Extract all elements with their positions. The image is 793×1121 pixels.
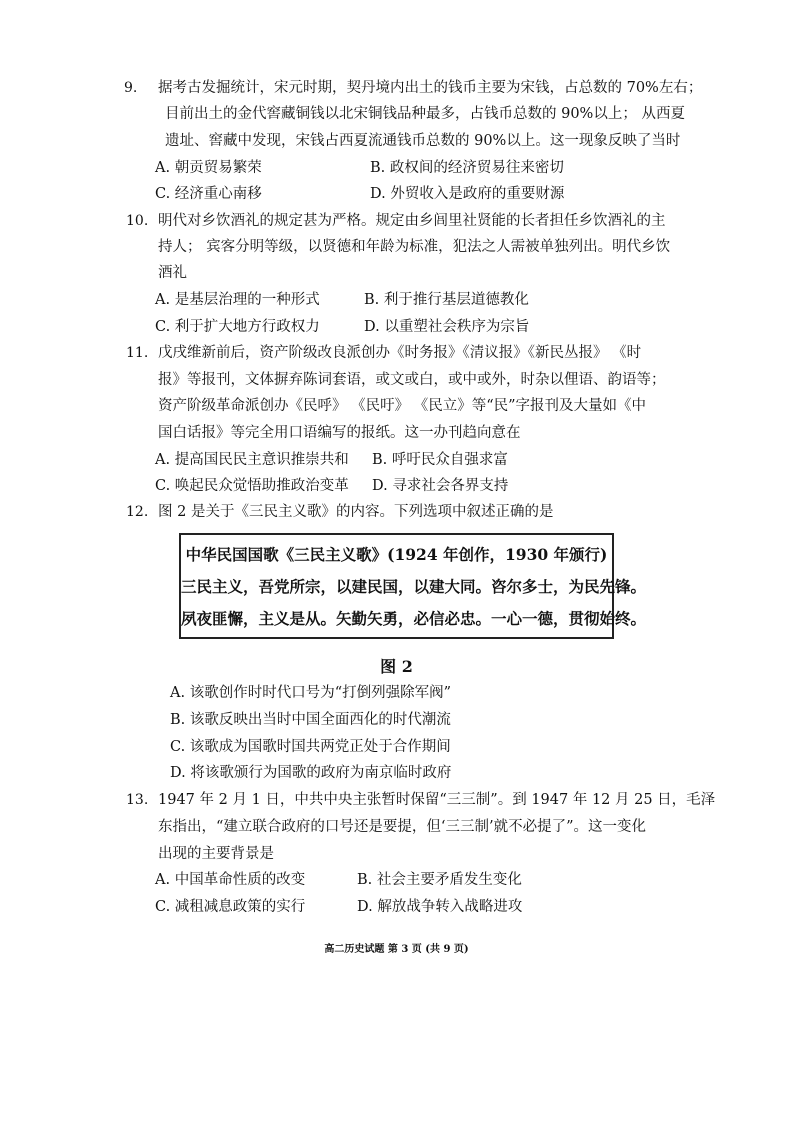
- option-a: A. 提高国民民主意识推崇共和: [155, 452, 349, 468]
- option-b: B. 政权间的经济贸易往来密切: [370, 160, 564, 176]
- question-text-line: 酒礼: [158, 265, 187, 281]
- figure-caption: 图 2: [380, 657, 413, 676]
- option-b: B. 该歌反映出当时中国全面西化的时代潮流: [170, 712, 451, 728]
- anthem-lyrics-line: 三民主义，吾党所宗，以建民国，以建大同。咨尔多士，为民先锋。: [181, 577, 647, 596]
- anthem-lyrics-box: [179, 533, 647, 639]
- question-text-line: 据考古发掘统计，宋元时期，契丹境内出土的钱币主要为宋钱，占总数的 70%左右；: [158, 80, 703, 96]
- option-c: C. 经济重心南移: [155, 186, 262, 202]
- option-a: A. 是基层治理的一种形式: [155, 292, 320, 308]
- anthem-lyrics-line: 夙夜匪懈，主义是从。矢勤矢勇，必信必忠。一心一德，贯彻始终。: [181, 609, 647, 628]
- question-number: 13.: [126, 792, 149, 808]
- question-text-line: 资产阶级革命派创办《民呼》 《民吁》 《民立》等“民”字报刊及大量如《中: [158, 398, 647, 414]
- option-a: A. 中国革命性质的改变: [155, 872, 306, 888]
- anthem-title: 中华民国国歌《三民主义歌》(1924 年创作，1930 年颁行): [185, 545, 608, 564]
- question-number: 10.: [126, 213, 149, 229]
- option-d: D. 寻求社会各界支持: [372, 478, 509, 494]
- option-c: C. 减租减息政策的实行: [155, 899, 306, 915]
- question-text-line: 明代对乡饮酒礼的规定甚为严格。规定由乡闾里社贤能的长者担任乡饮酒礼的主: [158, 213, 666, 229]
- option-c: C. 利于扩大地方行政权力: [155, 319, 320, 335]
- option-d: D. 外贸收入是政府的重要财源: [370, 186, 565, 202]
- option-a: A. 朝贡贸易繁荣: [155, 160, 262, 176]
- question-text-line: 报》等报刊，文体摒弃陈词套语，或文或白，或中或外，时杂以俚语、韵语等；: [158, 372, 666, 388]
- option-a: A. 该歌创作时时代口号为“打倒列强除军阀”: [170, 685, 452, 701]
- option-b: B. 呼吁民众自强求富: [372, 452, 508, 468]
- question-text-line: 目前出土的金代窖藏铜钱以北宋铜钱品种最多，占钱币总数的 90%以上； 从西夏: [165, 106, 685, 122]
- question-text-line: 东指出，“建立联合政府的口号还是要提，但‘三三制’就不必提了”。这一变化: [158, 819, 647, 835]
- option-c: C. 该歌成为国歌时国共两党正处于合作期间: [170, 739, 451, 755]
- option-b: B. 利于推行基层道德教化: [364, 292, 529, 308]
- question-number: 12.: [126, 504, 149, 520]
- question-text-line: 1947 年 2 月 1 日，中共中央主张暂时保留“三三制”。到 1947 年 12 月 25 日，毛泽: [158, 792, 716, 808]
- question-text-line: 图 2 是关于《三民主义歌》的内容。下列选项中叙述正确的是: [158, 504, 554, 520]
- option-c: C. 唤起民众觉悟助推政治变革: [155, 478, 349, 494]
- page-footer: 高二历史试题 第 3 页 (共 9 页): [324, 944, 469, 955]
- question-text-line: 出现的主要背景是: [158, 846, 274, 862]
- option-d: D. 将该歌颁行为国歌的政府为南京临时政府: [170, 765, 452, 781]
- option-d: D. 以重塑社会秩序为宗旨: [364, 319, 530, 335]
- question-text-line: 戊戌维新前后，资产阶级改良派创办《时务报》《清议报》《新民丛报》 《时: [158, 345, 642, 361]
- question-number: 9.: [124, 80, 138, 96]
- question-text-line: 遗址、窖藏中发现，宋钱占西夏流通钱币总数的 90%以上。这一现象反映了当时: [165, 133, 681, 149]
- option-b: B. 社会主要矛盾发生变化: [357, 872, 522, 888]
- question-text-line: 持人； 宾客分明等级，以贤德和年龄为标准，犯法之人需被单独列出。明代乡饮: [158, 239, 671, 255]
- question-number: 11.: [126, 345, 149, 361]
- question-text-line: 国白话报》等完全用口语编写的报纸。这一办刊趋向意在: [158, 425, 521, 441]
- option-d: D. 解放战争转入战略进攻: [357, 899, 523, 915]
